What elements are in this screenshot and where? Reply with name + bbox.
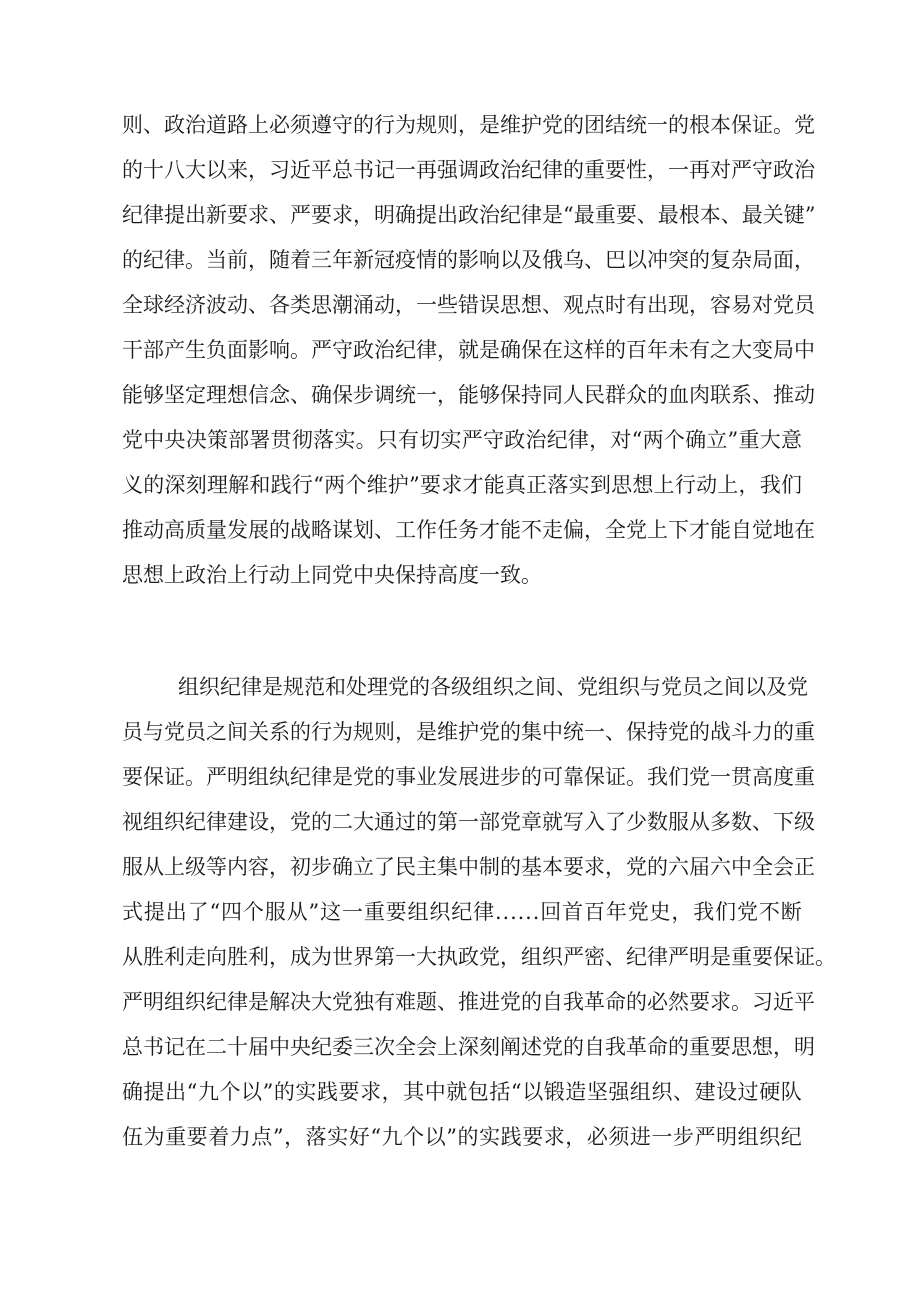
- paragraph-political-discipline: [122, 103, 816, 598]
- text-line: 推 动 高 质 量 发 展 的 战 略 谋 划 、 工 作 任 务 才 能 不 走 偏 ， 全 党 上 下 才 能 自 觉 地 在: [122, 518, 815, 542]
- text-line: 组 织 纪 律 是 规 范 和 处 理 党 的 各 级 组 织 之 间 、 党 组 织 与 党 员 之 间 以 及 党: [178, 675, 808, 699]
- text-line: 全 球 经 济 波 动 、 各 类 思 潮 涌 动 ， 一 些 错 误 思 想 、 观 点 时 有 出 现 ， 容 易 对 党 员: [122, 293, 815, 317]
- text-line: 总 书 记 在 二 十 届 中 央 纪 委 三 次 全 会 上 深 刻 阐 述 党 的 自 我 革 命 的 重 要 思 想 ， 明: [122, 1035, 815, 1059]
- text-line: 严 明 组 织 纪 律 是 解 决 大 党 独 有 难 题 、 推 进 党 的 自 我 革 命 的 必 然 要 求 。 习 近 平: [122, 990, 815, 1014]
- text-line: 则 、 政 治 道 路 上 必 须 遵 守 的 行 为 规 则 ， 是 维 护 党 的 团 结 统 一 的 根 本 保 证 。 党: [122, 113, 815, 137]
- text-line: 从 胜 利 走 向 胜 利 ， 成 为 世 界 第 一 大 执 政 党 ， 组 织 严 密 、 纪 律 严 明 是 重 要 保 证 。: [122, 945, 836, 969]
- text-line: 的 十 八 大 以 来 ， 习 近 平 总 书 记 一 再 强 调 政 治 纪 律 的 重 要 性 ， 一 再 对 严 守 政 治: [122, 158, 815, 182]
- text-line: 服 从 上 级 等 内 容 ， 初 步 确 立 了 民 主 集 中 制 的 基 本 要 求 ， 党 的 六 届 六 中 全 会 正: [122, 855, 815, 879]
- text-line: 能 够 坚 定 理 想 信 念 、 确 保 步 调 统 一 ， 能 够 保 持 同 人 民 群 众 的 血 肉 联 系 、 推 动: [122, 383, 815, 407]
- text-line: 党 中 央 决 策 部 署 贯 彻 落 实 。 只 有 切 实 严 守 政 治 纪 律 ， 对 “ 两 个 确 立 ” 重 大 意: [122, 428, 802, 452]
- text-line: 式 提 出 了 “ 四 个 服 从 ” 这 一 重 要 组 织 纪 律 . . . . . . 回 首 百 年 党 史 ， 我 们 党 不 断: [122, 900, 802, 924]
- text-line: 的 纪 律 。 当 前 ， 随 着 三 年 新 冠 疫 情 的 影 响 以 及 俄 乌 、 巴 以 冲 突 的 复 杂 局 面 ，: [122, 248, 815, 272]
- text-line: 干 部 产 生 负 面 影 响 。 严 守 政 治 纪 律 ， 就 是 确 保 在 这 样 的 百 年 未 有 之 大 变 局 中: [122, 338, 815, 362]
- text-line: 纪 律 提 出 新 要 求 、 严 要 求 ， 明 确 提 出 政 治 纪 律 是 “ 最 重 要 、 最 根 本 、 最 关 键 ”: [122, 203, 816, 227]
- text-line: 员 与 党 员 之 间 关 系 的 行 为 规 则 ， 是 维 护 党 的 集 中 统 一 、 保 持 党 的 战 斗 力 的 重: [122, 720, 815, 744]
- text-line: 伍 为 重 要 着 力 点 ” ， 落 实 好 “ 九 个 以 ” 的 实 践 要 求 ， 必 须 进 一 步 严 明 组 织 纪: [122, 1125, 802, 1149]
- text-line: 思 想 上 政 治 上 行 动 上 同 党 中 央 保 持 高 度 一 致 。: [122, 563, 542, 587]
- text-line: 要 保 证 。 严 明 组 纨 纪 律 是 党 的 事 业 发 展 进 步 的 可 靠 保 证 。 我 们 党 一 贯 高 度 重: [122, 765, 815, 789]
- text-line: 确 提 出 “ 九 个 以 ” 的 实 践 要 求 ， 其 中 就 包 括 “ 以 锻 造 坚 强 组 织 、 建 设 过 硬 队: [122, 1080, 802, 1104]
- text-line: 视 组 织 纪 律 建 设 ， 党 的 二 大 通 过 的 第 一 部 党 章 就 写 入 了 少 数 服 从 多 数 、 下 级: [122, 810, 815, 834]
- text-line: 义 的 深 刻 理 解 和 践 行 “ 两 个 维 护 ” 要 求 才 能 真 正 落 实 到 思 想 上 行 动 上 ， 我 们: [122, 473, 802, 497]
- paragraph-organizational-discipline: [122, 665, 836, 1160]
